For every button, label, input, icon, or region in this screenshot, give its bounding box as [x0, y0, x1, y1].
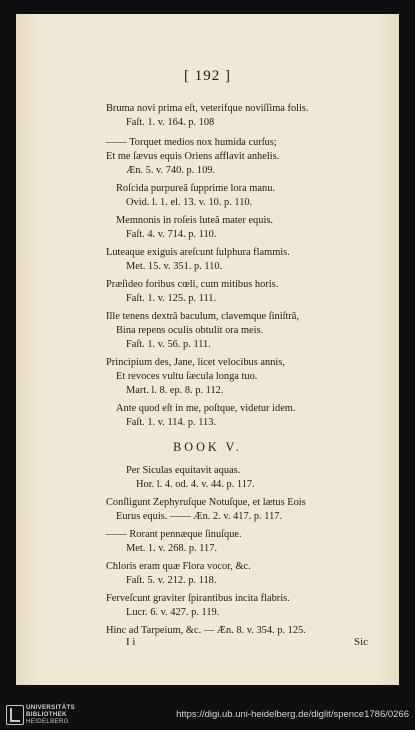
- text-line: Bina repens oculis obtulit ora meis.: [116, 325, 264, 336]
- catchword: Sic: [354, 636, 369, 648]
- text-line: Conſligunt Zephyruſque Notuſque, et lætus Eois: [106, 497, 306, 508]
- book-page: [16, 14, 399, 685]
- citation-line: Faſt. 1. v. 56. p. 111.: [126, 339, 211, 350]
- citation-line: Mart. l. 8. ep. 8. p. 112.: [126, 385, 224, 396]
- citation-line: Faſt. 5. v. 212. p. 118.: [126, 575, 217, 586]
- permalink-url[interactable]: https://digi.ub.uni-heidelberg.de/diglit/spence1786/0266: [176, 709, 409, 720]
- citation-line: Met. 1. v. 268. p. 117.: [126, 543, 218, 554]
- text-line: Roſcida purpureâ ſupprime lora manu.: [116, 183, 275, 194]
- signature-mark: I i: [126, 636, 136, 648]
- text-line: Luteaque exiguis areſcunt ſulphura flammis.: [106, 247, 290, 258]
- text-line: Bruma novi prima eſt, veterifque noviſſima folis.: [106, 103, 309, 114]
- citation-line: Æn. 5. v. 740. p. 109.: [126, 165, 216, 176]
- logo-text-line1: UNIVERSITÄTS: [26, 704, 75, 711]
- citation-line: Met. 15. v. 351. p. 110.: [126, 261, 223, 272]
- citation-line: Faſt. 4. v. 714. p. 110.: [126, 229, 217, 240]
- citation-line: Ovid. l. 1. el. 13. v. 10. p. 110.: [126, 197, 253, 208]
- text-line: Et me ſævus equis Oriens afflavit anhelis.: [106, 151, 280, 162]
- citation-line: Lucr. 6. v. 427. p. 119.: [126, 607, 220, 618]
- citation-line: Hor. l. 4. od. 4. v. 44. p. 117.: [136, 479, 255, 490]
- text-line: Et revoces vultu ſæcula longa tuo.: [116, 371, 258, 382]
- text-line: Per Siculas equitavit aquas.: [126, 465, 241, 476]
- text-line: Ille tenens dextrâ baculum, clavemque ſiniſtrâ,: [106, 311, 300, 322]
- citation-line: Faſt. 1. v. 164. p. 108: [126, 117, 215, 128]
- library-logo-icon: [6, 705, 24, 725]
- citation-line: Faſt. 1. v. 114. p. 113.: [126, 417, 217, 428]
- text-line: Ante quod eſt in me, poſtque, videtur idem.: [116, 403, 296, 414]
- text-line: Principium des, Jane, licet velocibus annis,: [106, 357, 285, 368]
- viewer-footer: [0, 700, 415, 730]
- text-line: Chloris eram quæ Flora vocor, &c.: [106, 561, 251, 572]
- text-line: Eurus equis. —— Æn. 2. v. 417. p. 117.: [116, 511, 283, 522]
- page-number: [ 192 ]: [184, 68, 231, 84]
- text-line: Memnonis in roſeis luteâ mater equis.: [116, 215, 273, 226]
- text-line: Hinc ad Tarpeium, &c. — Æn. 8. v. 354. p. 125.: [106, 625, 306, 636]
- citation-line: Faſt. 1. v. 125. p. 111.: [126, 293, 217, 304]
- text-line: Præſideo foribus cœli, cum mitibus horis.: [106, 279, 279, 290]
- text-line: Ferveſcunt graviter ſpirantibus incita flabris.: [106, 593, 290, 604]
- text-line: —— Torquet medios nox humida curſus;: [106, 137, 277, 148]
- logo-text-line3: HEIDELBERG: [26, 718, 69, 725]
- logo-text-line2: BIBLIOTHEK: [26, 711, 67, 718]
- library-logo[interactable]: [6, 703, 76, 727]
- text-line: —— Rorant pennæque ſinuſque.: [106, 529, 242, 540]
- section-heading: BOOK V.: [173, 440, 242, 454]
